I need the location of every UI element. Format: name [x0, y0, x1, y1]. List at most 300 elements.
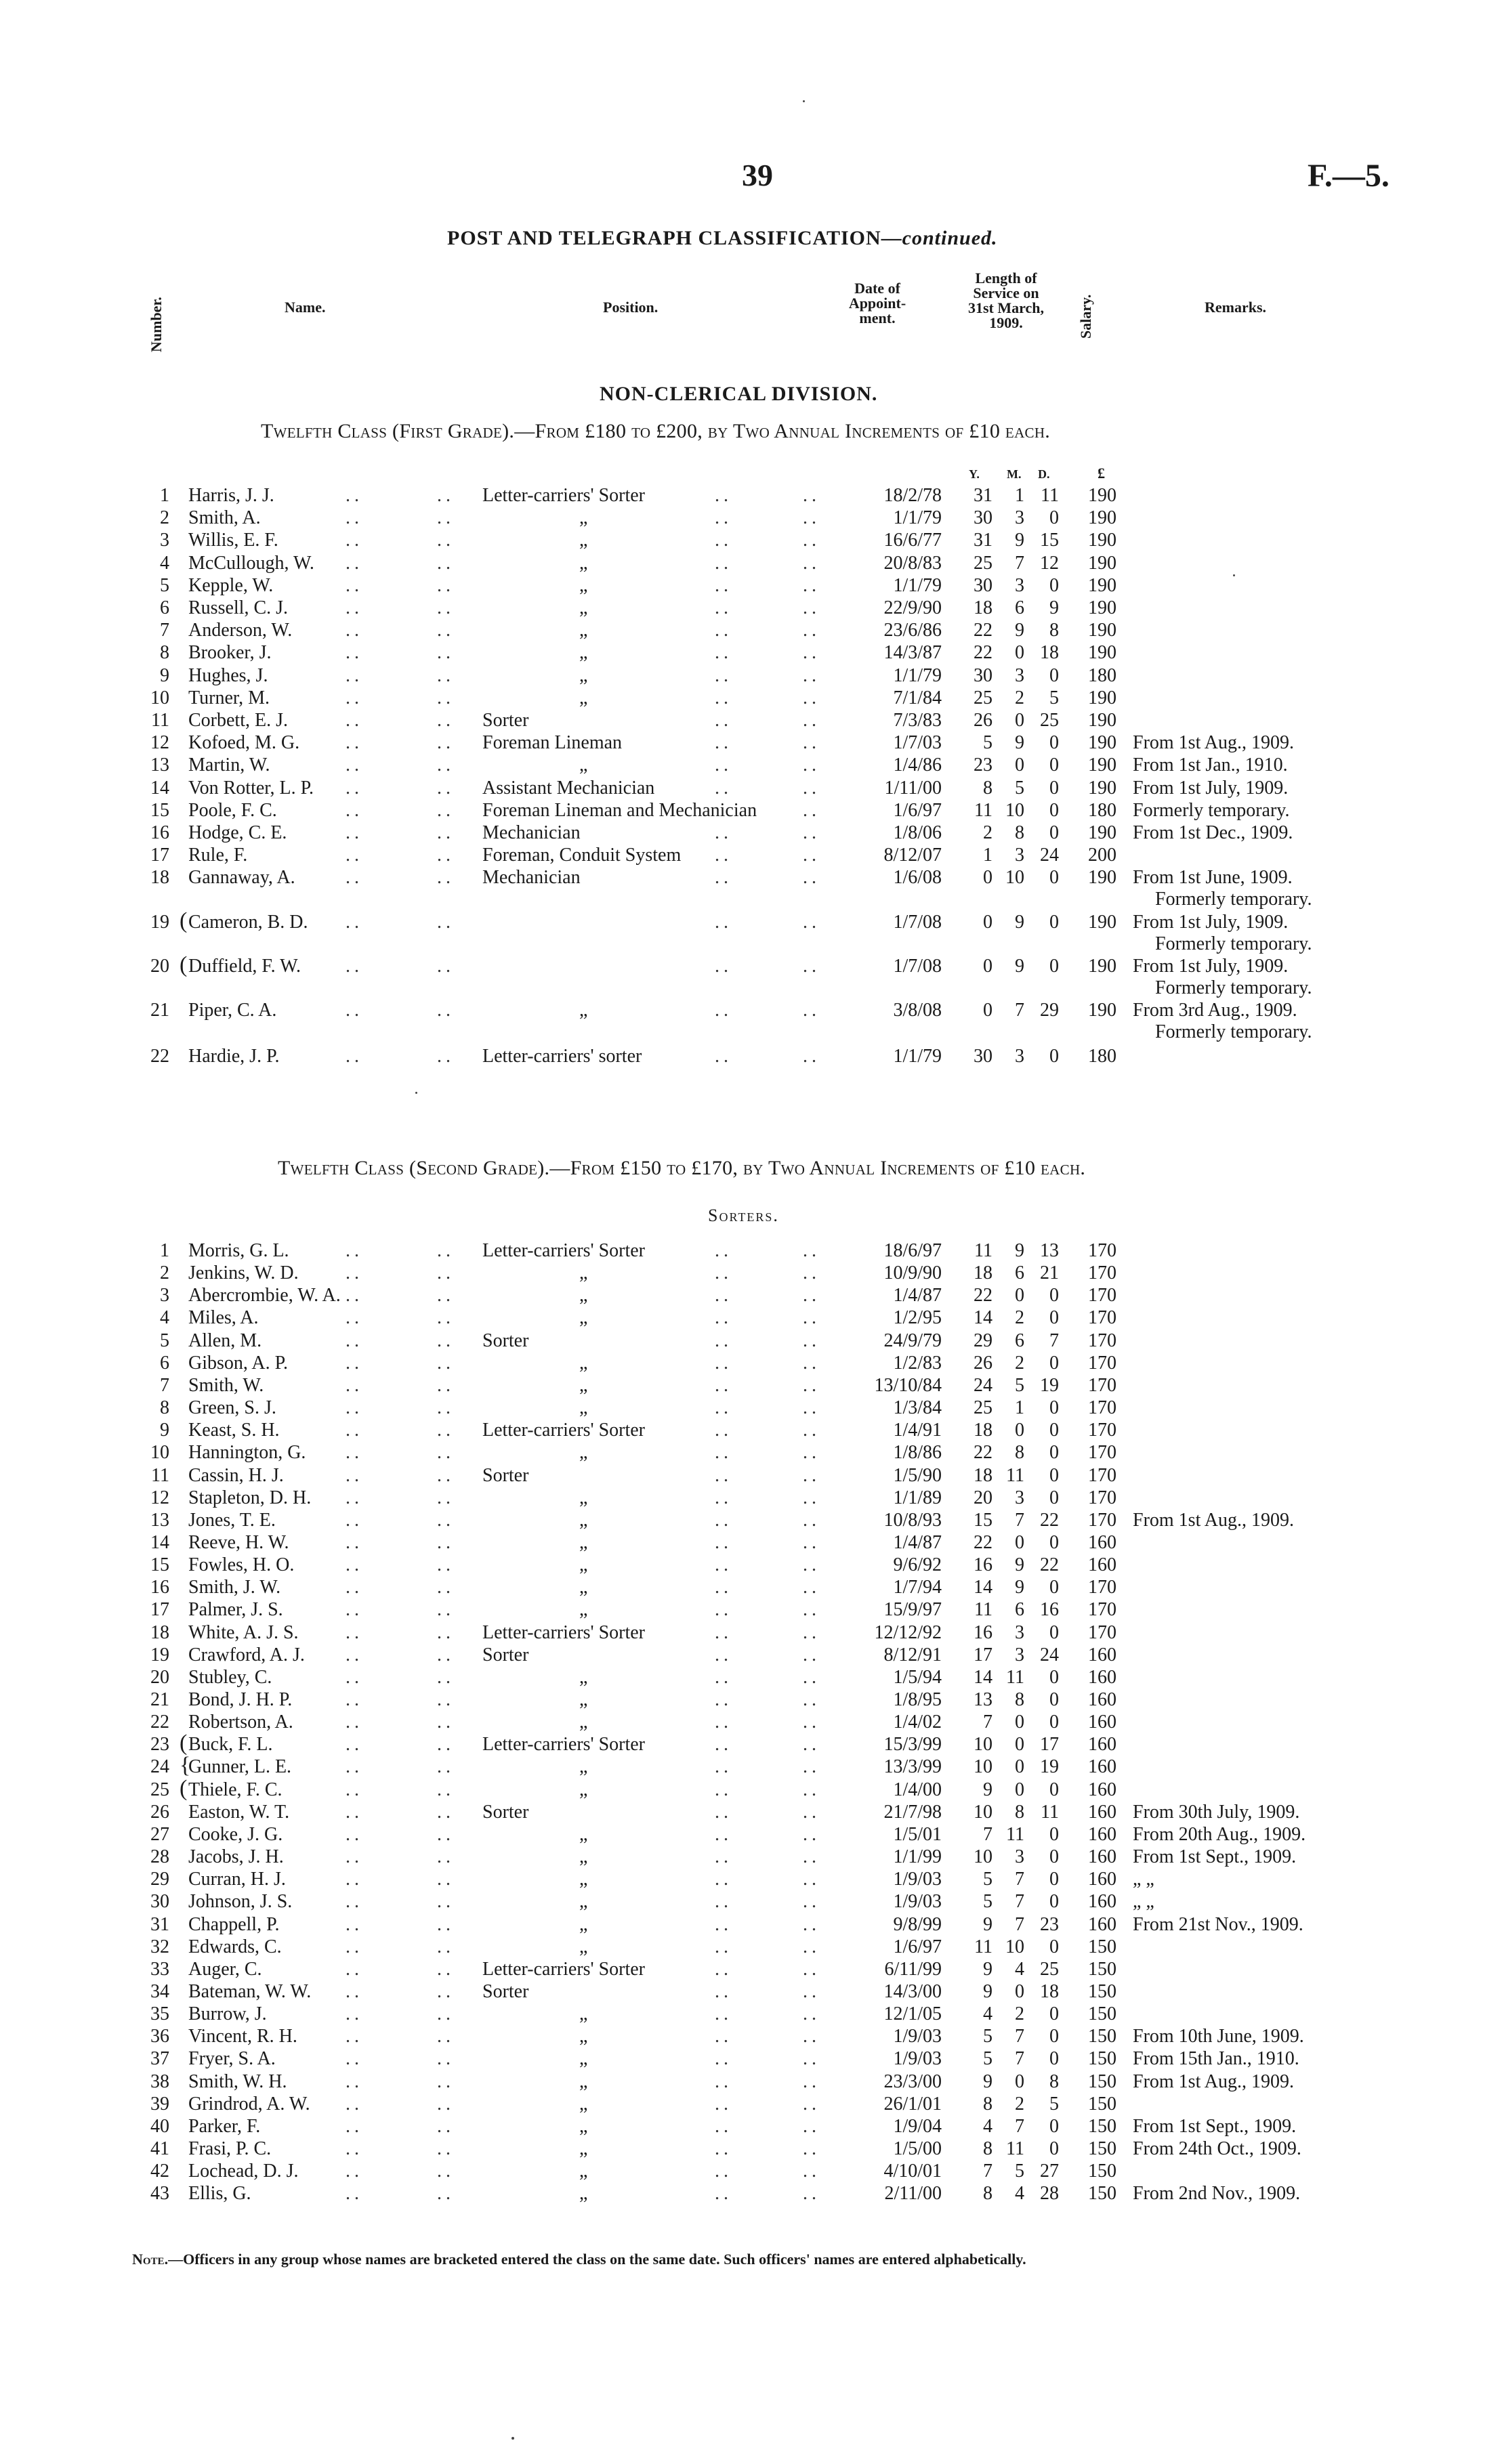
leader-dots: .. [437, 1531, 455, 1553]
leader-dots: .. [715, 845, 732, 866]
leader-dots: .. [803, 642, 820, 664]
leader-dots: .. [346, 1756, 363, 1778]
leader-dots: .. [346, 867, 363, 889]
leader-dots: .. [437, 1420, 455, 1441]
row-appointment-date: 7/1/84 [893, 687, 942, 708]
row-months: 9 [1015, 1554, 1024, 1576]
row-remarks: From 1st Dec., 1909. [1133, 822, 1293, 843]
row-months: 0 [1015, 2070, 1024, 2092]
leader-dots: .. [346, 1689, 363, 1710]
row-appointment-date: 3/8/08 [893, 1000, 942, 1021]
table-row [0, 2093, 1504, 2115]
leader-dots: .. [715, 2093, 732, 2115]
leader-dots: .. [346, 485, 363, 506]
leader-dots: .. [715, 1307, 732, 1329]
row-number: 18 [150, 1621, 169, 1643]
row-appointment-date: 15/3/99 [883, 1734, 942, 1756]
leader-dots: .. [346, 1464, 363, 1486]
row-number: 43 [150, 2183, 169, 2205]
row-days: 17 [1040, 1734, 1059, 1756]
row-position: „ [579, 1000, 588, 1021]
leader-dots: .. [437, 1734, 455, 1756]
row-salary: 190 [1088, 642, 1116, 664]
row-years: 22 [974, 642, 993, 664]
row-position: „ [579, 1531, 588, 1553]
row-months: 4 [1015, 1958, 1024, 1980]
leader-dots: .. [803, 2093, 820, 2115]
row-name: Russell, C. J. [188, 597, 289, 618]
row-position: „ [579, 664, 588, 686]
row-days: 0 [1049, 1621, 1059, 1643]
row-appointment-date: 1/6/08 [893, 867, 942, 889]
row-years: 30 [974, 507, 993, 529]
row-salary: 160 [1088, 1531, 1116, 1553]
leader-dots: .. [803, 1464, 820, 1486]
leader-dots: .. [803, 1734, 820, 1756]
row-months: 7 [1015, 552, 1024, 574]
table-row [0, 1823, 1504, 1846]
leader-dots: .. [715, 2048, 732, 2070]
row-position: Letter-carriers' Sorter [482, 1240, 646, 1261]
leader-dots: .. [715, 2161, 732, 2182]
leader-dots: .. [803, 1779, 820, 1800]
table-row [0, 1239, 1504, 1262]
leader-dots: .. [346, 1397, 363, 1419]
leader-dots: .. [715, 1397, 732, 1419]
row-remarks: „ „ [1133, 1891, 1154, 1913]
row-position: Sorter [482, 1464, 529, 1486]
row-number: 10 [150, 687, 169, 708]
leader-dots: .. [437, 2003, 455, 2025]
table-row [0, 1352, 1504, 1374]
table-row [0, 1509, 1504, 1531]
leader-dots: .. [715, 2115, 732, 2137]
table-row [0, 1666, 1504, 1688]
row-days: 0 [1049, 1307, 1059, 1329]
leader-dots: .. [715, 1712, 732, 1733]
leader-dots: .. [715, 1442, 732, 1464]
row-years: 22 [974, 620, 993, 641]
leader-dots: .. [803, 1666, 820, 1688]
leader-dots: .. [715, 956, 732, 977]
row-months: 3 [1015, 1846, 1024, 1868]
row-years: 10 [974, 1756, 993, 1778]
row-number: 22 [150, 1046, 169, 1067]
row-number: 18 [150, 867, 169, 889]
leader-dots: .. [346, 620, 363, 641]
table-row [0, 1846, 1504, 1868]
row-position: „ [579, 1599, 588, 1621]
row-position: „ [579, 1689, 588, 1710]
row-days: 0 [1049, 2115, 1059, 2137]
row-name: McCullough, W. [188, 552, 314, 574]
row-salary: 170 [1088, 1352, 1116, 1374]
row-salary: 160 [1088, 1801, 1116, 1823]
row-position: „ [579, 620, 588, 641]
row-months: 0 [1015, 1420, 1024, 1441]
row-name: Jenkins, W. D. [188, 1262, 299, 1284]
row-position: „ [579, 1936, 588, 1957]
row-number: 9 [160, 1420, 169, 1441]
row-appointment-date: 1/1/79 [893, 664, 942, 686]
leader-dots: .. [803, 777, 820, 799]
row-appointment-date: 1/4/91 [893, 1420, 942, 1441]
leader-dots: .. [803, 2070, 820, 2092]
leader-dots: .. [803, 552, 820, 574]
row-months: 0 [1015, 1734, 1024, 1756]
row-position: „ [579, 507, 588, 529]
row-appointment-date: 23/6/86 [883, 620, 942, 641]
row-salary: 170 [1088, 1599, 1116, 1621]
row-months: 3 [1015, 1487, 1024, 1508]
column-header-line: Appoint- [848, 295, 906, 312]
table-row [0, 1284, 1504, 1307]
table-row [0, 687, 1504, 709]
row-name: Von Rotter, L. P. [188, 777, 314, 799]
row-months: 3 [1015, 507, 1024, 529]
leader-dots: .. [437, 912, 455, 933]
leader-dots: .. [437, 507, 455, 529]
row-months: 3 [1015, 845, 1024, 866]
leader-dots: .. [715, 1666, 732, 1688]
row-position: „ [579, 2048, 588, 2070]
leader-dots: .. [437, 1869, 455, 1890]
row-days: 0 [1049, 1464, 1059, 1486]
scan-speck [1233, 574, 1235, 576]
row-salary: 160 [1088, 1823, 1116, 1845]
row-months: 1 [1015, 485, 1024, 506]
row-days: 0 [1049, 1689, 1059, 1710]
row-name: Cassin, H. J. [188, 1464, 284, 1486]
leader-dots: .. [803, 1352, 820, 1374]
row-position: „ [579, 1509, 588, 1531]
row-remarks-continued: Formerly temporary. [1155, 933, 1312, 954]
leader-dots: .. [346, 1307, 363, 1329]
row-salary: 190 [1088, 1000, 1116, 1021]
row-years: 16 [974, 1621, 993, 1643]
leader-dots: .. [715, 1531, 732, 1553]
leader-dots: .. [715, 1958, 732, 1980]
row-position: Letter-carriers' Sorter [482, 1958, 646, 1980]
row-years: 11 [974, 1240, 993, 1261]
row-salary: 190 [1088, 574, 1116, 596]
row-days: 0 [1049, 2138, 1059, 2159]
leader-dots: .. [346, 1644, 363, 1665]
row-salary: 190 [1088, 732, 1116, 754]
row-name: Smith, W. H. [188, 2070, 287, 2092]
row-salary: 170 [1088, 1285, 1116, 1307]
row-name: Frasi, P. C. [188, 2138, 272, 2159]
row-years: 18 [974, 597, 993, 618]
section-heading-first-grade: Twelfth Class (First Grade).—From £180 to £200, by Two Annual Increments of £10 each. [261, 420, 1051, 442]
row-days: 0 [1049, 755, 1059, 776]
leader-dots: .. [346, 1666, 363, 1688]
row-appointment-date: 1/3/84 [893, 1397, 942, 1419]
leader-dots: .. [803, 755, 820, 776]
row-salary: 190 [1088, 867, 1116, 889]
row-appointment-date: 1/11/00 [884, 777, 942, 799]
leader-dots: .. [715, 664, 732, 686]
row-salary: 150 [1088, 2138, 1116, 2159]
leader-dots: .. [346, 956, 363, 977]
row-months: 6 [1015, 1262, 1024, 1284]
row-number: 13 [150, 755, 169, 776]
row-years: 11 [974, 1599, 993, 1621]
row-years: 7 [983, 2161, 993, 2182]
table-row [0, 1711, 1504, 1733]
row-days: 18 [1040, 1980, 1059, 2002]
row-name: Gannaway, A. [188, 867, 295, 889]
row-salary: 160 [1088, 1734, 1116, 1756]
row-appointment-date: 6/11/99 [884, 1958, 942, 1980]
row-days: 0 [1049, 1577, 1059, 1598]
row-days: 8 [1049, 2070, 1059, 2092]
leader-dots: .. [437, 1397, 455, 1419]
row-position: „ [579, 1823, 588, 1845]
row-appointment-date: 2/11/00 [884, 2183, 942, 2205]
row-position: Letter-carriers' Sorter [482, 1734, 646, 1756]
row-salary: 160 [1088, 1554, 1116, 1576]
row-position: „ [579, 1712, 588, 1733]
row-years: 1 [983, 845, 993, 866]
table-row [0, 844, 1504, 866]
row-months: 7 [1015, 1891, 1024, 1913]
row-salary: 170 [1088, 1464, 1116, 1486]
row-days: 8 [1049, 620, 1059, 641]
row-number: 38 [150, 2070, 169, 2092]
table-row [0, 1397, 1504, 1419]
row-days: 23 [1040, 1913, 1059, 1935]
leader-dots: .. [437, 1599, 455, 1621]
row-days: 0 [1049, 867, 1059, 889]
row-position: „ [579, 1285, 588, 1307]
row-position: „ [579, 2093, 588, 2115]
row-position: „ [579, 2003, 588, 2025]
row-name: Fryer, S. A. [188, 2048, 276, 2070]
row-name: Martin, W. [188, 755, 270, 776]
row-name: Morris, G. L. [188, 1240, 289, 1261]
column-header-name: Name. [285, 299, 326, 316]
row-number: 39 [150, 2093, 169, 2115]
row-salary: 180 [1088, 1046, 1116, 1067]
row-salary: 170 [1088, 1509, 1116, 1531]
leader-dots: .. [437, 1487, 455, 1508]
leader-dots: .. [715, 1599, 732, 1621]
leader-dots: .. [437, 597, 455, 618]
row-days: 15 [1040, 530, 1059, 551]
leader-dots: .. [346, 710, 363, 731]
row-number: 20 [150, 956, 169, 977]
row-months: 9 [1015, 732, 1024, 754]
leader-dots: .. [437, 1621, 455, 1643]
leader-dots: .. [437, 1240, 455, 1261]
leader-dots: .. [437, 822, 455, 843]
row-days: 0 [1049, 1869, 1059, 1890]
row-remarks: From 1st Sept., 1909. [1133, 1846, 1297, 1868]
leader-dots: .. [715, 1262, 732, 1284]
row-number: 12 [150, 732, 169, 754]
column-header-line: ment. [859, 310, 896, 326]
table-row [0, 552, 1504, 574]
row-position: „ [579, 1397, 588, 1419]
row-salary: 150 [1088, 1936, 1116, 1957]
row-months: 2 [1015, 2003, 1024, 2025]
leader-dots: .. [346, 1712, 363, 1733]
leader-dots: .. [437, 1958, 455, 1980]
row-appointment-date: 1/4/87 [893, 1531, 942, 1553]
row-number: 7 [160, 620, 169, 641]
row-number: 15 [150, 799, 169, 821]
leader-dots: .. [437, 2161, 455, 2182]
row-name: Piper, C. A. [188, 1000, 277, 1021]
leader-dots: .. [715, 507, 732, 529]
leader-dots: .. [803, 1756, 820, 1778]
row-appointment-date: 1/5/00 [893, 2138, 942, 2159]
row-months: 7 [1015, 2115, 1024, 2137]
row-months: 9 [1015, 620, 1024, 641]
row-years: 8 [983, 777, 993, 799]
leader-dots: .. [715, 2138, 732, 2159]
row-salary: 160 [1088, 1869, 1116, 1890]
row-salary: 150 [1088, 1980, 1116, 2002]
row-number: 6 [160, 1352, 169, 1374]
row-name: Gibson, A. P. [188, 1352, 289, 1374]
row-name: Reeve, H. W. [188, 1531, 289, 1553]
row-remarks: From 15th Jan., 1910. [1133, 2048, 1299, 2070]
leader-dots: .. [803, 1801, 820, 1823]
row-name: Abercrombie, W. A. [188, 1285, 341, 1307]
leader-dots: .. [803, 2115, 820, 2137]
leader-dots: .. [803, 822, 820, 843]
row-appointment-date: 24/9/79 [883, 1330, 942, 1351]
table-row [0, 1936, 1504, 1958]
row-months: 6 [1015, 1599, 1024, 1621]
leader-dots: .. [803, 1823, 820, 1845]
subheading-sorters: Sorters. [708, 1206, 779, 1225]
row-number: 2 [160, 507, 169, 529]
row-name: Hardie, J. P. [188, 1046, 280, 1067]
leader-dots: .. [715, 1577, 732, 1598]
row-remarks: From 1st Aug., 1909. [1133, 732, 1295, 754]
row-number: 33 [150, 1958, 169, 1980]
table-row [0, 1730, 1504, 1756]
row-years: 0 [983, 956, 993, 977]
leader-dots: .. [437, 1779, 455, 1800]
row-name: Robertson, A. [188, 1712, 293, 1733]
table-row [0, 1958, 1504, 1980]
row-salary: 160 [1088, 1913, 1116, 1935]
row-salary: 190 [1088, 507, 1116, 529]
row-appointment-date: 23/3/00 [883, 2070, 942, 2092]
table-row [0, 2182, 1504, 2205]
row-number: 27 [150, 1823, 169, 1845]
row-months: 5 [1015, 1374, 1024, 1396]
leader-dots: .. [803, 799, 820, 821]
row-appointment-date: 1/1/79 [893, 1046, 942, 1067]
row-months: 8 [1015, 1801, 1024, 1823]
row-name: Stapleton, D. H. [188, 1487, 312, 1508]
row-name: Jacobs, J. H. [188, 1846, 284, 1868]
leader-dots: .. [437, 1554, 455, 1576]
leader-dots: .. [437, 664, 455, 686]
row-number: 19 [150, 1644, 169, 1665]
row-position: „ [579, 574, 588, 596]
leader-dots: .. [346, 2093, 363, 2115]
leader-dots: .. [437, 2026, 455, 2047]
row-appointment-date: 1/6/97 [893, 1936, 942, 1957]
row-months: 2 [1015, 1352, 1024, 1374]
table-row [0, 574, 1504, 597]
leader-dots: .. [803, 2183, 820, 2205]
row-appointment-date: 15/9/97 [883, 1599, 942, 1621]
row-years: 26 [974, 1352, 993, 1374]
unit-years: Y. [969, 467, 980, 481]
row-months: 9 [1015, 1240, 1024, 1261]
row-appointment-date: 1/9/03 [893, 2026, 942, 2047]
row-name: Burrow, J. [188, 2003, 267, 2025]
row-days: 25 [1040, 1958, 1059, 1980]
row-months: 7 [1015, 2048, 1024, 2070]
leader-dots: .. [715, 485, 732, 506]
row-appointment-date: 1/9/04 [893, 2115, 942, 2137]
table-row [0, 1644, 1504, 1666]
row-appointment-date: 1/2/83 [893, 1352, 942, 1374]
row-salary: 160 [1088, 1891, 1116, 1913]
row-months: 7 [1015, 1869, 1024, 1890]
row-position: „ [579, 642, 588, 664]
leader-dots: .. [346, 1046, 363, 1067]
row-salary: 190 [1088, 777, 1116, 799]
row-position: „ [579, 2161, 588, 2182]
leader-dots: .. [803, 1712, 820, 1733]
row-number: 11 [151, 1464, 169, 1486]
row-remarks: From 1st July, 1909. [1133, 777, 1289, 799]
row-remarks: From 1st July, 1909. [1133, 956, 1289, 977]
row-appointment-date: 14/3/87 [883, 642, 942, 664]
row-days: 0 [1049, 1285, 1059, 1307]
table-row [0, 2138, 1504, 2160]
table-row [0, 484, 1504, 507]
row-number: 4 [160, 552, 169, 574]
leader-dots: .. [437, 1689, 455, 1710]
leader-dots: .. [715, 1756, 732, 1778]
row-months: 11 [1006, 2138, 1024, 2159]
row-appointment-date: 1/6/97 [893, 799, 942, 821]
leader-dots: .. [803, 1554, 820, 1576]
table-row [0, 1688, 1504, 1711]
row-remarks: From 1st July, 1909. [1133, 912, 1289, 933]
leader-dots: .. [715, 620, 732, 641]
row-days: 0 [1049, 1487, 1059, 1508]
row-position: Sorter [482, 710, 529, 731]
leader-dots: .. [715, 1779, 732, 1800]
row-number: 2 [160, 1262, 169, 1284]
row-days: 0 [1049, 799, 1059, 821]
leader-dots: .. [437, 1577, 455, 1598]
row-position: Letter-carriers' Sorter [482, 485, 646, 506]
row-name: Smith, A. [188, 507, 261, 529]
row-years: 14 [974, 1307, 993, 1329]
leader-dots: .. [803, 1689, 820, 1710]
row-appointment-date: 1/8/06 [893, 822, 942, 843]
row-months: 0 [1015, 1285, 1024, 1307]
row-appointment-date: 1/2/95 [893, 1307, 942, 1329]
row-remarks: From 30th July, 1909. [1133, 1801, 1300, 1823]
leader-dots: .. [803, 1531, 820, 1553]
row-position: „ [579, 1891, 588, 1913]
row-days: 0 [1049, 2048, 1059, 2070]
row-name: Grindrod, A. W. [188, 2093, 310, 2115]
